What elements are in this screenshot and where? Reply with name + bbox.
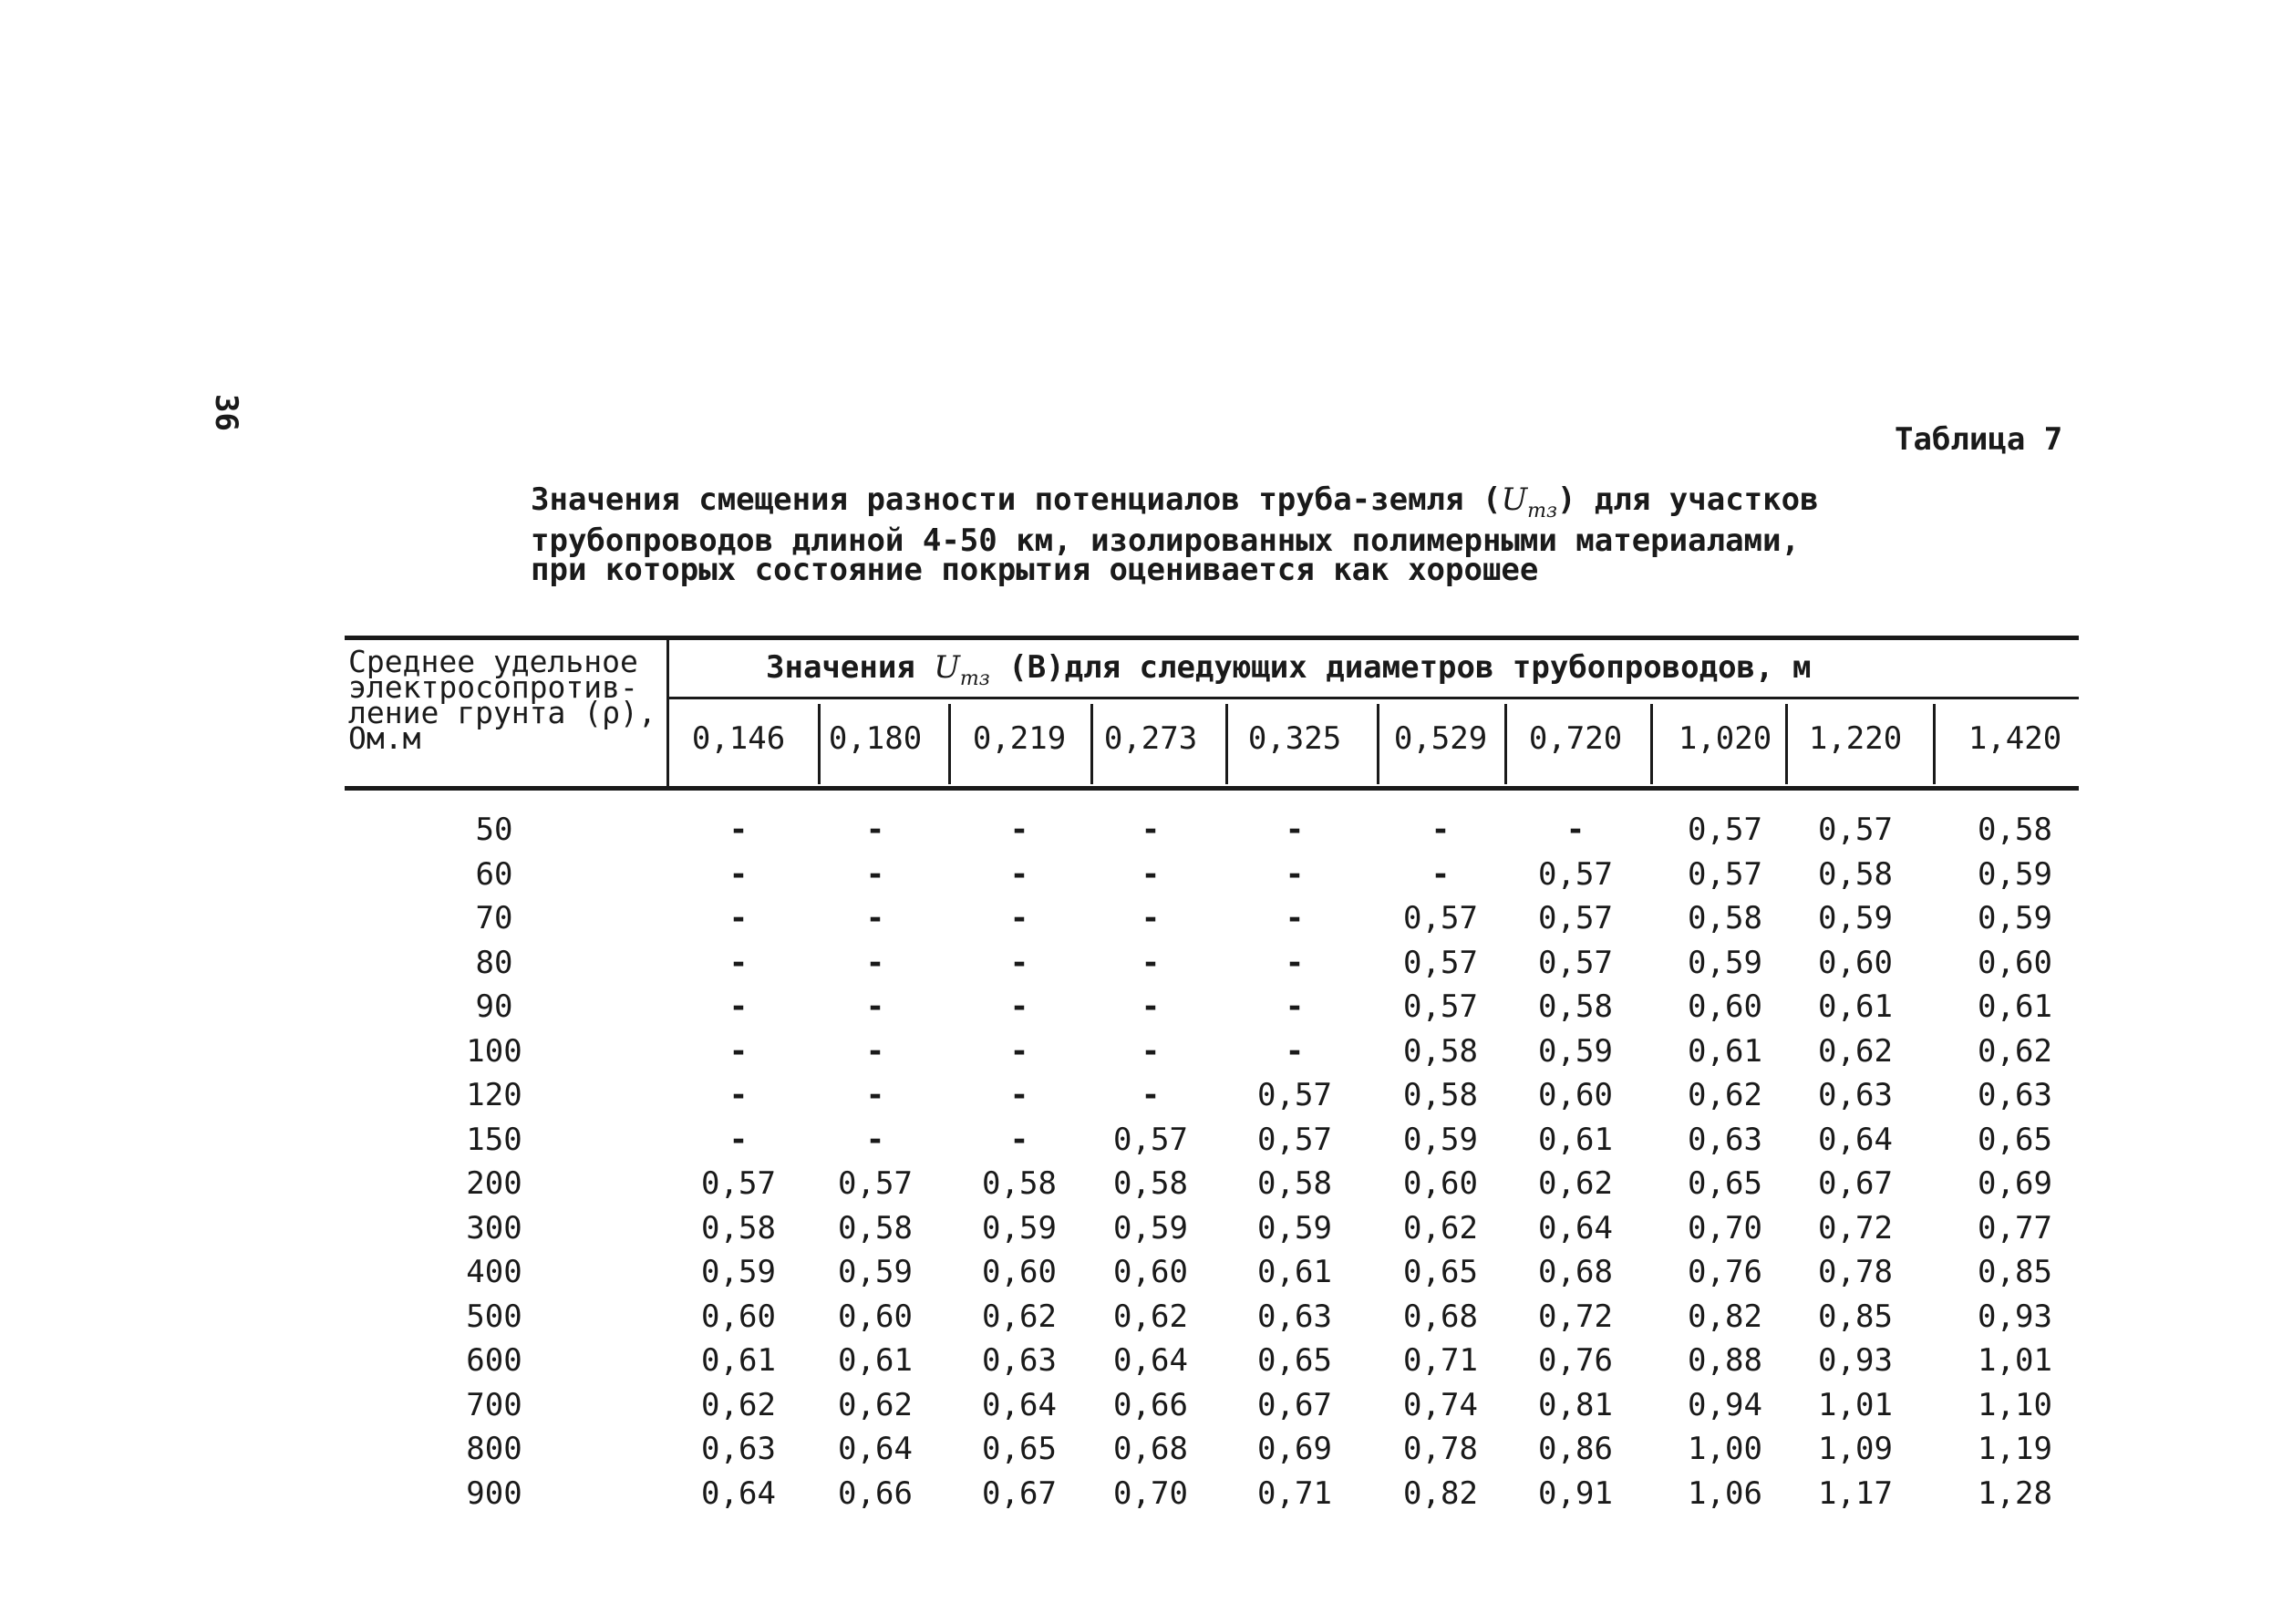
table-cell: -	[1141, 855, 1161, 893]
caption-text-after: ) для участков	[1556, 481, 1819, 518]
table-cell: 0,61	[838, 1342, 913, 1379]
table-cell: -	[1009, 1121, 1029, 1158]
table-cell: 0,78	[1403, 1431, 1478, 1467]
table-cell: 0,82	[1688, 1298, 1762, 1335]
table-cell: -	[1285, 944, 1305, 981]
span-header-symbol	[934, 649, 990, 690]
table-cell: -	[865, 988, 885, 1025]
table-cell: -	[728, 855, 749, 893]
caption-line-3: при которых состояние покрытия оценивается как хорошее	[531, 551, 1539, 588]
table-cell: 0,57	[1688, 855, 1762, 893]
table-cell: 0,72	[1818, 1209, 1893, 1246]
table-cell: 0,58	[1257, 1165, 1332, 1202]
table-cell: 0,62	[1978, 1032, 2052, 1070]
row-resistivity-label: 500	[466, 1298, 522, 1335]
row-resistivity-label: 900	[466, 1474, 522, 1512]
table-cell: 0,61	[1538, 1121, 1613, 1158]
table-cell: 0,65	[1688, 1165, 1762, 1202]
table-cell: 1,17	[1818, 1474, 1893, 1512]
diameter-header-10: 1,420	[1968, 720, 2062, 757]
table-cell: 0,77	[1978, 1209, 2052, 1246]
table-cell: -	[1565, 812, 1586, 848]
table-cell: 0,81	[1538, 1386, 1613, 1423]
span-header-symbol-subscript: тз	[959, 667, 990, 690]
table-header-divider	[669, 697, 2079, 699]
table-cell: -	[1009, 988, 1029, 1025]
caption-symbol	[1501, 481, 1557, 522]
table-cell: 0,63	[1688, 1121, 1762, 1158]
table-cell: -	[728, 1032, 749, 1070]
table-cell: 0,65	[982, 1431, 1057, 1467]
table-cell: 0,59	[1257, 1209, 1332, 1246]
stub-header-line-3: ление грунта (ρ),	[348, 695, 656, 730]
table-cell: -	[728, 1121, 749, 1158]
row-resistivity-label: 100	[466, 1032, 522, 1070]
diameter-column-divider	[1650, 704, 1653, 784]
table-cell: -	[865, 944, 885, 981]
stub-header-line-1: Среднее удельное	[348, 644, 638, 679]
span-header-symbol-letter: U	[934, 649, 960, 686]
table-cell: 0,58	[1113, 1165, 1188, 1202]
table-cell: -	[1285, 812, 1305, 848]
caption-text-before: Значения смещения разности потенциалов труба-земля (	[531, 481, 1502, 518]
table-cell: 0,61	[1257, 1254, 1332, 1290]
table-cell: -	[1141, 900, 1161, 936]
table-cell: 0,59	[838, 1254, 913, 1290]
table-cell: 0,58	[1818, 855, 1893, 893]
table-cell: -	[1285, 1032, 1305, 1070]
diameter-column-divider	[1377, 704, 1379, 784]
table-cell: 0,57	[1538, 900, 1613, 936]
table-cell: -	[1141, 944, 1161, 981]
diameter-header-8: 1,020	[1678, 720, 1772, 757]
diameter-column-divider	[1785, 704, 1788, 784]
table-cell: 0,68	[1403, 1298, 1478, 1335]
table-cell: -	[1285, 855, 1305, 893]
table-cell: 0,58	[1403, 1077, 1478, 1113]
table-cell: 0,67	[1257, 1386, 1332, 1423]
diameter-header-1: 0,146	[691, 720, 786, 757]
diameter-header-7: 0,720	[1528, 720, 1623, 757]
table-cell: 0,63	[982, 1342, 1057, 1379]
table-cell: 0,63	[1818, 1077, 1893, 1113]
table-cell: 0,57	[1538, 855, 1613, 893]
table-cell: -	[1009, 944, 1029, 981]
table-cell: 0,64	[838, 1431, 913, 1467]
table-cell: 0,69	[1257, 1431, 1332, 1467]
table-cell: 0,62	[1113, 1298, 1188, 1335]
caption-symbol-subscript: тз	[1527, 499, 1557, 522]
table-cell: 0,59	[1403, 1121, 1478, 1158]
span-header-after: (В)для следующих диаметров трубопроводов, м	[989, 649, 1812, 686]
table-cell: 0,91	[1538, 1474, 1613, 1512]
table-cell: 0,64	[701, 1474, 776, 1512]
table-cell: 0,57	[838, 1165, 913, 1202]
diameter-column-divider	[1225, 704, 1228, 784]
diameter-column-divider	[818, 704, 821, 784]
spanning-column-header	[766, 649, 1811, 690]
table-cell: 0,71	[1403, 1342, 1478, 1379]
table-cell: 0,60	[1978, 944, 2052, 981]
table-cell: 0,62	[1538, 1165, 1613, 1202]
row-resistivity-label: 90	[475, 988, 513, 1025]
table-cell: 0,59	[701, 1254, 776, 1290]
table-cell: -	[728, 900, 749, 936]
table-cell: -	[1431, 812, 1451, 848]
table-cell: 0,67	[1818, 1165, 1893, 1202]
table-cell: -	[1285, 988, 1305, 1025]
table-cell: 0,94	[1688, 1386, 1762, 1423]
stub-header-line-2: электросопротив-	[348, 669, 638, 705]
table-cell: 0,71	[1257, 1474, 1332, 1512]
table-cell: 0,63	[1978, 1077, 2052, 1113]
table-cell: 0,64	[982, 1386, 1057, 1423]
table-caption	[531, 481, 1844, 588]
table-cell: 1,01	[1978, 1342, 2052, 1379]
table-cell: -	[1009, 812, 1029, 848]
table-cell: 0,69	[1978, 1165, 2052, 1202]
table-cell: -	[1141, 988, 1161, 1025]
table-cell: 0,65	[1257, 1342, 1332, 1379]
table-cell: -	[865, 1077, 885, 1113]
table-cell: 0,59	[1538, 1032, 1613, 1070]
table-cell: 0,62	[1403, 1209, 1478, 1246]
table-cell: 0,58	[1978, 812, 2052, 848]
table-cell: 0,64	[1113, 1342, 1188, 1379]
table-cell: 0,57	[701, 1165, 776, 1202]
row-resistivity-label: 300	[466, 1209, 522, 1246]
table-cell: 0,60	[982, 1254, 1057, 1290]
table-cell: 0,61	[1978, 988, 2052, 1025]
table-cell: -	[865, 900, 885, 936]
table-cell: -	[1009, 900, 1029, 936]
table-cell: -	[865, 855, 885, 893]
table-cell: 0,59	[1113, 1209, 1188, 1246]
table-header-bottom-rule	[345, 786, 2079, 791]
table-cell: 0,62	[1818, 1032, 1893, 1070]
diameter-header-9: 1,220	[1808, 720, 1903, 757]
table-cell: 0,62	[838, 1386, 913, 1423]
table-cell: 0,68	[1113, 1431, 1188, 1467]
table-cell: 0,60	[1113, 1254, 1188, 1290]
row-resistivity-label: 700	[466, 1386, 522, 1423]
table-cell: 0,61	[701, 1342, 776, 1379]
table-cell: 0,62	[982, 1298, 1057, 1335]
table-cell: 0,82	[1403, 1474, 1478, 1512]
page-number: 36	[208, 394, 244, 431]
table-cell: 0,58	[1403, 1032, 1478, 1070]
table-cell: 0,86	[1538, 1431, 1613, 1467]
table-cell: -	[1285, 900, 1305, 936]
table-cell: 0,70	[1688, 1209, 1762, 1246]
row-resistivity-label: 70	[475, 900, 513, 936]
table-cell: 0,60	[838, 1298, 913, 1335]
table-cell: 0,59	[1818, 900, 1893, 936]
table-cell: 1,19	[1978, 1431, 2052, 1467]
table-cell: 1,09	[1818, 1431, 1893, 1467]
row-resistivity-label: 400	[466, 1254, 522, 1290]
table-cell: 0,60	[701, 1298, 776, 1335]
table-cell: 0,85	[1818, 1298, 1893, 1335]
caption-line-2: трубопроводов длиной 4-50 км, изолированных полимерными материалами,	[531, 522, 1800, 559]
table-cell: -	[1009, 855, 1029, 893]
table-cell: 0,65	[1403, 1254, 1478, 1290]
table-cell: -	[865, 812, 885, 848]
table-cell: 0,63	[1257, 1298, 1332, 1335]
table-cell: 0,57	[1538, 944, 1613, 981]
stub-column-header	[348, 644, 667, 756]
caption-symbol-letter: U	[1501, 481, 1528, 518]
table-cell: 0,66	[1113, 1386, 1188, 1423]
table-cell: 1,01	[1818, 1386, 1893, 1423]
table-cell: -	[1431, 855, 1451, 893]
table-cell: 0,57	[1403, 900, 1478, 936]
table-cell: 0,59	[1978, 900, 2052, 936]
row-resistivity-label: 600	[466, 1342, 522, 1379]
table-cell: 0,61	[1688, 1032, 1762, 1070]
table-cell: 0,59	[1688, 944, 1762, 981]
table-cell: 0,57	[1257, 1121, 1332, 1158]
diameter-header-4: 0,273	[1103, 720, 1198, 757]
row-resistivity-label: 800	[466, 1431, 522, 1467]
table-cell: 0,88	[1688, 1342, 1762, 1379]
table-cell: -	[728, 944, 749, 981]
table-cell: 0,60	[1403, 1165, 1478, 1202]
table-cell: 0,57	[1818, 812, 1893, 848]
table-cell: 0,68	[1538, 1254, 1613, 1290]
table-cell: -	[1141, 1077, 1161, 1113]
table-label: Таблица 7	[1895, 421, 2063, 458]
table-cell: 1,06	[1688, 1474, 1762, 1512]
diameter-header-6: 0,529	[1393, 720, 1488, 757]
diameter-header-3: 0,219	[972, 720, 1067, 757]
table-cell: -	[865, 1121, 885, 1158]
table-cell: 0,76	[1688, 1254, 1762, 1290]
table-cell: -	[865, 1032, 885, 1070]
table-cell: 0,60	[1818, 944, 1893, 981]
table-cell: 0,58	[982, 1165, 1057, 1202]
table-cell: 0,57	[1403, 988, 1478, 1025]
table-cell: 0,93	[1818, 1342, 1893, 1379]
table-cell: 0,57	[1403, 944, 1478, 981]
row-resistivity-label: 80	[475, 944, 513, 981]
table-cell: 0,59	[982, 1209, 1057, 1246]
table-cell: 0,57	[1688, 812, 1762, 848]
table-cell: 0,57	[1257, 1077, 1332, 1113]
diameter-header-5: 0,325	[1247, 720, 1342, 757]
table-cell: -	[1009, 1032, 1029, 1070]
table-cell: 0,58	[701, 1209, 776, 1246]
table-cell: 1,10	[1978, 1386, 2052, 1423]
table-cell: 1,00	[1688, 1431, 1762, 1467]
diameter-column-divider	[1504, 704, 1507, 784]
table-cell: 0,67	[982, 1474, 1057, 1512]
span-header-before: Значения	[766, 649, 935, 686]
table-cell: 0,70	[1113, 1474, 1188, 1512]
table-cell: -	[1009, 1077, 1029, 1113]
table-cell: 0,93	[1978, 1298, 2052, 1335]
diameter-column-divider	[1933, 704, 1936, 784]
caption-line-1	[531, 481, 1844, 526]
table-cell: 0,78	[1818, 1254, 1893, 1290]
table-cell: 0,62	[1688, 1077, 1762, 1113]
table-cell: 0,58	[838, 1209, 913, 1246]
row-resistivity-label: 200	[466, 1165, 522, 1202]
table-cell: -	[728, 812, 749, 848]
table-cell: 0,60	[1688, 988, 1762, 1025]
table-cell: 0,64	[1538, 1209, 1613, 1246]
row-resistivity-label: 50	[475, 812, 513, 848]
table-cell: 0,60	[1538, 1077, 1613, 1113]
table-cell: 0,58	[1688, 900, 1762, 936]
table-cell: -	[1141, 1032, 1161, 1070]
table-cell: 1,28	[1978, 1474, 2052, 1512]
diameter-column-divider	[1090, 704, 1093, 784]
table-cell: 0,59	[1978, 855, 2052, 893]
table-top-rule	[345, 636, 2079, 640]
table-cell: 0,85	[1978, 1254, 2052, 1290]
table-cell: 0,76	[1538, 1342, 1613, 1379]
table-cell: 0,65	[1978, 1121, 2052, 1158]
table-cell: -	[728, 988, 749, 1025]
table-cell: -	[728, 1077, 749, 1113]
table-cell: 0,61	[1818, 988, 1893, 1025]
table-cell: 0,63	[701, 1431, 776, 1467]
table-cell: 0,62	[701, 1386, 776, 1423]
table-cell: -	[1141, 812, 1161, 848]
table-cell: 0,66	[838, 1474, 913, 1512]
diameter-column-divider	[948, 704, 951, 784]
table-cell: 0,74	[1403, 1386, 1478, 1423]
row-resistivity-label: 60	[475, 855, 513, 893]
row-resistivity-label: 120	[466, 1077, 522, 1113]
stub-header-line-4: Ом.м	[348, 720, 421, 756]
table-cell: 0,58	[1538, 988, 1613, 1025]
table-cell: 0,72	[1538, 1298, 1613, 1335]
table-cell: 0,64	[1818, 1121, 1893, 1158]
diameter-header-2: 0,180	[828, 720, 923, 757]
row-resistivity-label: 150	[466, 1121, 522, 1158]
table-cell: 0,57	[1113, 1121, 1188, 1158]
